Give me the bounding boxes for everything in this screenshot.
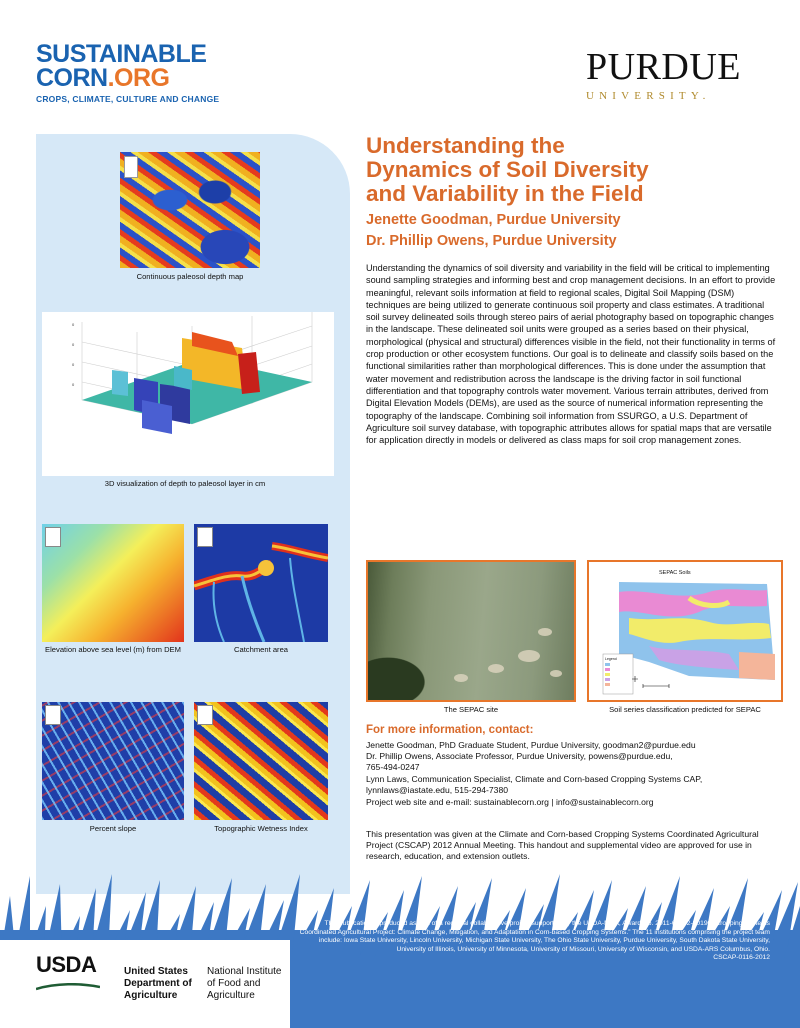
contact-line: lynnlaws@iastate.edu, 515-294-7380 bbox=[366, 785, 509, 795]
field-patch bbox=[518, 650, 540, 662]
caption-catchment: Catchment area bbox=[233, 645, 289, 654]
usda-department bbox=[124, 966, 192, 1002]
logo-line-1: SUSTAINABLE bbox=[36, 40, 207, 68]
page-title bbox=[366, 134, 776, 206]
usda-logo bbox=[36, 952, 100, 996]
caption-soil-map: Soil series classification predicted for SEPAC bbox=[609, 705, 761, 714]
svg-text:0: 0 bbox=[72, 362, 75, 367]
usda-dept-line: United States bbox=[124, 966, 188, 977]
map-legend-swatch bbox=[197, 705, 213, 725]
svg-text:0: 0 bbox=[72, 342, 75, 347]
sepac-soil-map bbox=[587, 560, 783, 702]
field-patch bbox=[538, 628, 552, 636]
sepac-aerial-photo bbox=[366, 560, 576, 702]
map-legend-swatch bbox=[124, 156, 138, 178]
contact-line: Dr. Phillip Owens, Associate Professor, Purdue University, powens@purdue.edu, bbox=[366, 751, 673, 761]
funding-text: This publication is produced as part of a regional collaborative project supported by the USDA-NIFA, Award No. 2011-68002-30190 “Cropping Systems Coordinated Agricultural Project: Climate Change, Mitigation, and Adaptation in Corn-based Cropping Systems.” The 11 institutions comprising the project team include: Iowa State University, Lincoln University, Michigan State University, The Ohio State University, Purdue University, South Dakota State University, University of Illinois, University of Minnesota, University of Missouri, University of Wisconsin, and USDA-ARS Columbus, Ohio. bbox=[299, 920, 770, 953]
purdue-wordmark: PURDUE bbox=[586, 46, 742, 88]
contact-heading: For more information, contact: bbox=[366, 724, 534, 736]
contact-line: 765-494-0247 bbox=[366, 762, 420, 772]
caption-elevation: Elevation above sea level (m) from DEM bbox=[45, 645, 181, 654]
author-1: Jenette Goodman, Purdue University bbox=[366, 212, 621, 228]
purdue-logo bbox=[586, 48, 756, 102]
map-legend-swatch bbox=[45, 527, 61, 547]
map-legend-swatch bbox=[45, 705, 61, 725]
svg-text:0: 0 bbox=[72, 382, 75, 387]
caption-twi: Topographic Wetness Index bbox=[214, 824, 308, 833]
caption-sepac-photo: The SEPAC site bbox=[443, 705, 499, 714]
map-legend-swatch bbox=[197, 527, 213, 547]
title-line-2: Dynamics of Soil Diversity bbox=[366, 157, 649, 182]
usda-swoosh-icon bbox=[36, 983, 100, 991]
logo-tagline: CROPS, CLIMATE, CULTURE AND CHANGE bbox=[36, 94, 220, 104]
slope-map bbox=[42, 702, 184, 820]
paleosol-depth-map bbox=[120, 152, 260, 268]
contact-project-web[interactable]: Project web site and e-mail: sustainablecorn.org | info@sustainablecorn.org bbox=[366, 797, 654, 807]
elevation-map bbox=[42, 524, 184, 642]
sustainablecorn-logo bbox=[36, 42, 236, 104]
title-line-3: and Variability in the Field bbox=[366, 181, 644, 206]
soil-map-legend-title: Legend bbox=[605, 657, 617, 661]
nifa-line: Agriculture bbox=[207, 990, 255, 1001]
logo-org: .ORG bbox=[107, 64, 170, 92]
usda-mark: USDA bbox=[36, 952, 97, 977]
logo-corn: CORN bbox=[36, 64, 108, 92]
contact-line: Lynn Laws, Communication Specialist, Climate and Corn-based Cropping Systems CAP, bbox=[366, 774, 703, 784]
catchment-map bbox=[194, 524, 328, 642]
publication-code: CSCAP-0116-2012 bbox=[713, 954, 770, 962]
caption-3d-plot: 3D visualization of depth to paleosol layer in cm bbox=[104, 479, 266, 488]
body-paragraph: Understanding the dynamics of soil diversity and variability in the field will be critical to implementing sound sampling strategies and informing best and crop management decisions. In an effort to provide meaningful, relevant soils information at field to regional scales, Digital Soil Mapping (DSM) techniques are being utilized to generate continuous soil property and class estimates. A traditional soil survey delineated soils through stereo pairs of aerial photography based on topographic changes in the landscape. These delineated soil units were grouped as a series based on their physical, morphological (physical and structural) differences visible in the field, not their functionality in terms of crop production or other ecosystem functions. Our goal is to delineate and classify soils based on the functional similarities rather than morphological differences. This is done under the assumption that water movement and redistribution across the landscape is the driving factor in soil functional differentiation and that topography controls water movement. Various terrain attributes, derived from Digital Elevation Models (DEMs), are used as the source of numerical information representing the topography of the landscape. Combining soil information from SSURGO, a U.S. Department of Agriculture soil survey database, with topographic attributes allows for spatial maps that are versatile for application directly in models or delivered as class maps for soil crop management zones. bbox=[366, 263, 776, 446]
svg-text:0: 0 bbox=[72, 322, 75, 327]
caption-slope: Percent slope bbox=[89, 824, 137, 833]
soil-map-title: SEPAC Soils bbox=[659, 570, 691, 576]
field-patch bbox=[550, 670, 562, 677]
paleosol-3d-plot bbox=[42, 312, 334, 476]
contact-line: Jenette Goodman, PhD Graduate Student, Purdue University, goodman2@purdue.edu bbox=[366, 740, 696, 750]
nifa-line: of Food and bbox=[207, 978, 261, 989]
usda-dept-line: Department of bbox=[124, 978, 192, 989]
author-2: Dr. Phillip Owens, Purdue University bbox=[366, 233, 617, 249]
nifa-line: National Institute bbox=[207, 966, 282, 977]
meeting-note: This presentation was given at the Climate and Corn-based Cropping Systems Coordinated Agricultural Project (CSCAP) 2012 Annual Meeting. This handout and supplemental video are approved for use in research, education, and extension outlets. bbox=[366, 829, 759, 861]
nifa-name bbox=[207, 966, 282, 1002]
logo-line-2 bbox=[36, 66, 236, 90]
field-patch bbox=[454, 674, 468, 682]
funding-statement bbox=[290, 920, 770, 963]
wetness-index-map bbox=[194, 702, 328, 820]
title-line-1: Understanding the bbox=[366, 133, 565, 158]
purdue-university: UNIVERSITY. bbox=[586, 90, 711, 102]
usda-dept-line: Agriculture bbox=[124, 990, 178, 1001]
caption-paleosol-map: Continuous paleosol depth map bbox=[136, 272, 244, 281]
field-patch bbox=[488, 664, 504, 673]
